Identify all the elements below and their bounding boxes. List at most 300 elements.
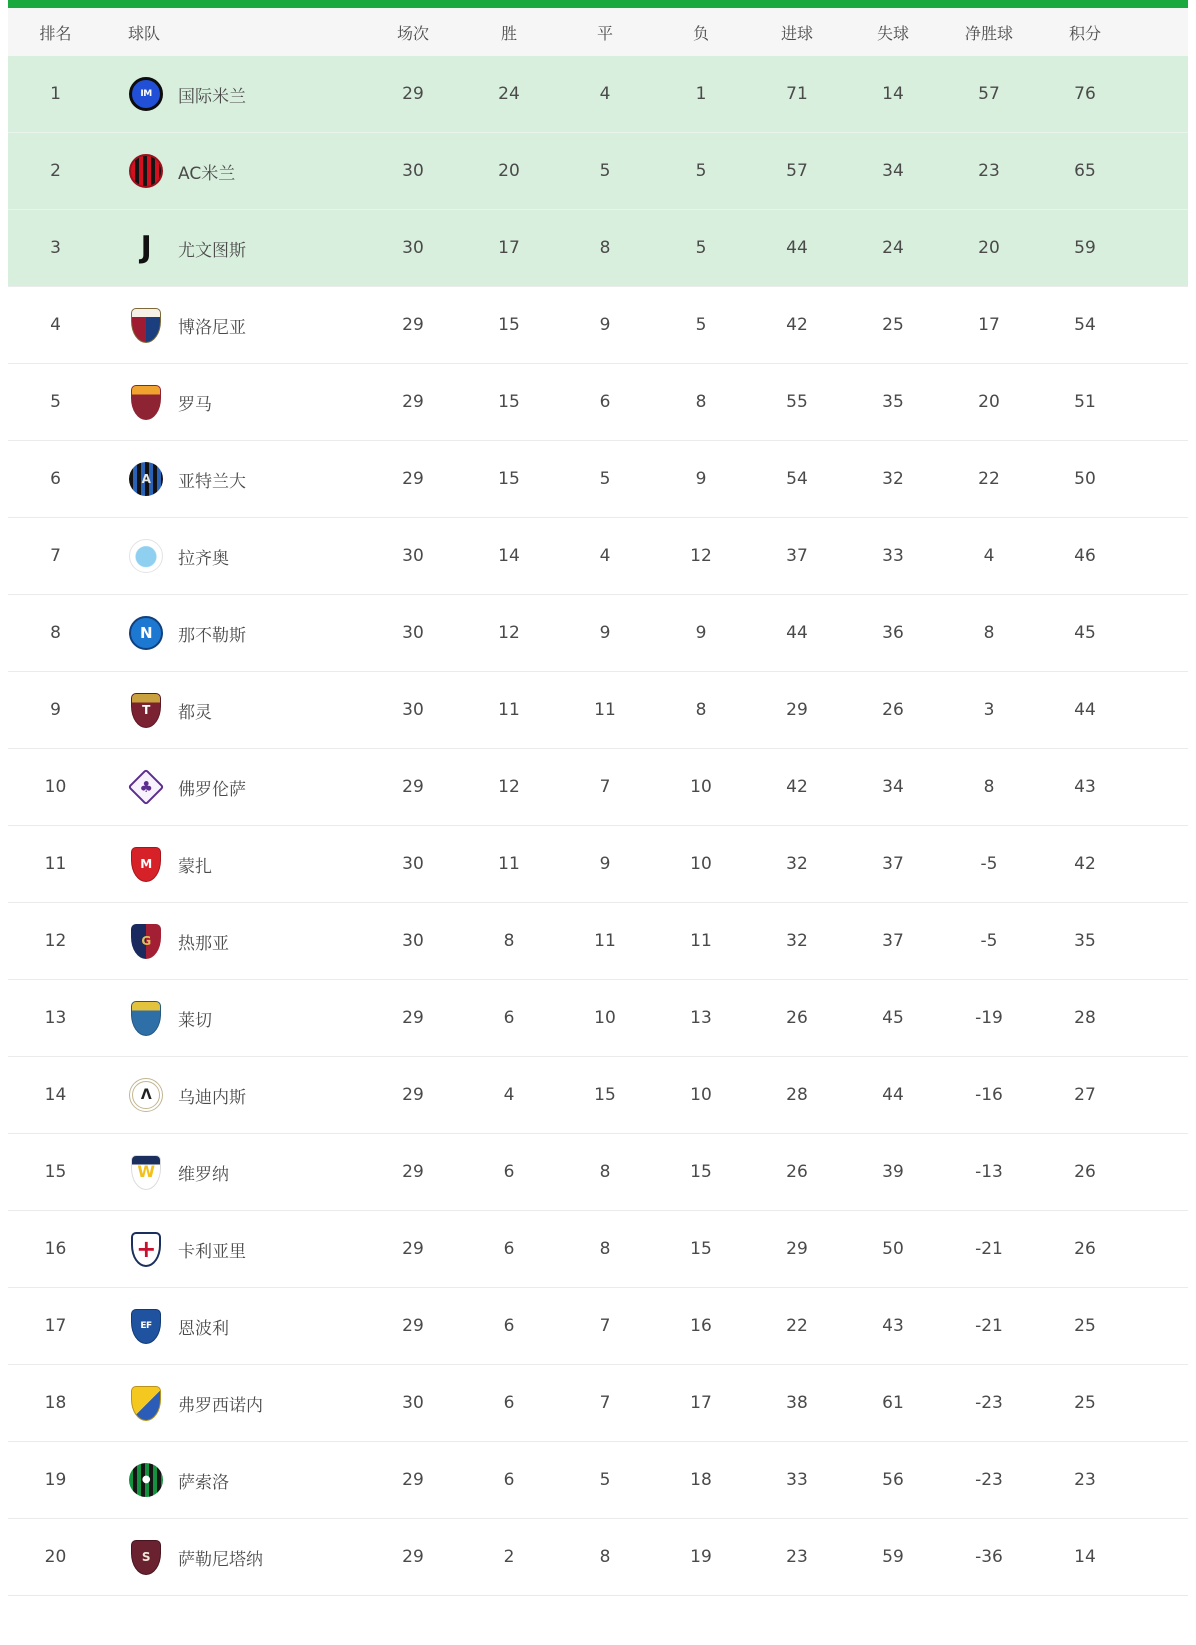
team-wrap	[103, 615, 365, 651]
goal-diff-cell: 22	[941, 441, 1037, 518]
loss-cell: 5	[653, 210, 749, 287]
draw-cell: 5	[557, 133, 653, 210]
verona-crest-icon: W	[128, 1154, 164, 1190]
played-cell: 30	[365, 826, 461, 903]
rank-cell: 1	[8, 56, 103, 133]
loss-cell: 12	[653, 518, 749, 595]
loss-cell: 8	[653, 364, 749, 441]
row-spacer	[1133, 980, 1188, 1057]
table-row	[8, 826, 1188, 903]
played-cell: 30	[365, 1365, 461, 1442]
atalanta-crest-icon: A	[128, 461, 164, 497]
table-row	[8, 749, 1188, 826]
draw-cell: 8	[557, 210, 653, 287]
table-row	[8, 210, 1188, 287]
loss-cell: 10	[653, 1057, 749, 1134]
juventus-crest-icon: J	[140, 230, 152, 265]
team-cell	[103, 595, 365, 672]
goal-diff-cell: 20	[941, 364, 1037, 441]
column-header-ga: 失球	[845, 8, 941, 56]
win-cell: 12	[461, 595, 557, 672]
lazio-crest-icon	[128, 538, 164, 574]
win-cell: 15	[461, 364, 557, 441]
goals-against-cell: 26	[845, 672, 941, 749]
rank-cell: 7	[8, 518, 103, 595]
draw-cell: 15	[557, 1057, 653, 1134]
goals-for-cell: 29	[749, 672, 845, 749]
header-row	[8, 8, 1188, 56]
goals-for-cell: 32	[749, 903, 845, 980]
played-cell: 29	[365, 1288, 461, 1365]
goals-for-cell: 29	[749, 1211, 845, 1288]
rank-cell: 9	[8, 672, 103, 749]
team-cell	[103, 749, 365, 826]
win-cell: 6	[461, 980, 557, 1057]
win-cell: 17	[461, 210, 557, 287]
loss-cell: 5	[653, 287, 749, 364]
draw-cell: 11	[557, 903, 653, 980]
played-cell: 29	[365, 1057, 461, 1134]
table-row	[8, 364, 1188, 441]
win-cell: 2	[461, 1519, 557, 1596]
team-cell	[103, 826, 365, 903]
team-cell	[103, 1211, 365, 1288]
goal-diff-cell: -5	[941, 826, 1037, 903]
goals-against-cell: 59	[845, 1519, 941, 1596]
played-cell: 29	[365, 1442, 461, 1519]
goals-against-cell: 61	[845, 1365, 941, 1442]
team-cell	[103, 1288, 365, 1365]
team-name: 热那亚	[178, 933, 229, 954]
points-cell: 44	[1037, 672, 1133, 749]
udinese-crest-icon: Λ	[128, 1077, 164, 1113]
table-row	[8, 1365, 1188, 1442]
team-name: 弗罗西诺内	[178, 1395, 263, 1416]
goals-against-cell: 33	[845, 518, 941, 595]
loss-cell: 11	[653, 903, 749, 980]
draw-cell: 5	[557, 1442, 653, 1519]
rank-cell: 15	[8, 1134, 103, 1211]
played-cell: 29	[365, 364, 461, 441]
points-cell: 51	[1037, 364, 1133, 441]
row-spacer	[1133, 287, 1188, 364]
row-spacer	[1133, 210, 1188, 287]
goals-for-cell: 32	[749, 826, 845, 903]
team-name: 博洛尼亚	[178, 317, 246, 338]
points-cell: 25	[1037, 1365, 1133, 1442]
draw-cell: 9	[557, 287, 653, 364]
goals-for-cell: 54	[749, 441, 845, 518]
played-cell: 29	[365, 287, 461, 364]
loss-cell: 16	[653, 1288, 749, 1365]
loss-cell: 1	[653, 56, 749, 133]
played-cell: 29	[365, 1519, 461, 1596]
row-spacer	[1133, 595, 1188, 672]
win-cell: 6	[461, 1134, 557, 1211]
rank-cell: 13	[8, 980, 103, 1057]
goal-diff-cell: -21	[941, 1211, 1037, 1288]
team-name: 恩波利	[178, 1318, 229, 1339]
row-spacer	[1133, 1519, 1188, 1596]
goals-for-cell: 26	[749, 1134, 845, 1211]
points-cell: 14	[1037, 1519, 1133, 1596]
goals-against-cell: 44	[845, 1057, 941, 1134]
points-cell: 26	[1037, 1211, 1133, 1288]
draw-cell: 11	[557, 672, 653, 749]
points-cell: 23	[1037, 1442, 1133, 1519]
cagliari-crest-icon: +	[128, 1231, 164, 1267]
played-cell: 29	[365, 441, 461, 518]
team-cell	[103, 1442, 365, 1519]
row-spacer	[1133, 826, 1188, 903]
team-wrap	[103, 153, 365, 189]
team-cell	[103, 1134, 365, 1211]
row-spacer	[1133, 749, 1188, 826]
goals-for-cell: 55	[749, 364, 845, 441]
rank-cell: 16	[8, 1211, 103, 1288]
team-name: 萨勒尼塔纳	[178, 1549, 263, 1570]
goals-against-cell: 34	[845, 133, 941, 210]
table-row	[8, 1134, 1188, 1211]
team-cell	[103, 133, 365, 210]
points-cell: 46	[1037, 518, 1133, 595]
win-cell: 4	[461, 1057, 557, 1134]
points-cell: 27	[1037, 1057, 1133, 1134]
loss-cell: 13	[653, 980, 749, 1057]
table-row	[8, 1442, 1188, 1519]
rank-cell: 14	[8, 1057, 103, 1134]
played-cell: 30	[365, 595, 461, 672]
points-cell: 35	[1037, 903, 1133, 980]
played-cell: 30	[365, 210, 461, 287]
loss-cell: 18	[653, 1442, 749, 1519]
team-cell	[103, 672, 365, 749]
row-spacer	[1133, 1288, 1188, 1365]
win-cell: 15	[461, 441, 557, 518]
team-name: 卡利亚里	[178, 1241, 246, 1262]
goals-for-cell: 42	[749, 749, 845, 826]
team-cell	[103, 287, 365, 364]
torino-crest-icon: T	[128, 692, 164, 728]
team-wrap	[103, 538, 365, 574]
win-cell: 14	[461, 518, 557, 595]
team-name: AC米兰	[178, 163, 236, 184]
draw-cell: 9	[557, 595, 653, 672]
team-name: 尤文图斯	[178, 240, 246, 261]
rank-cell: 2	[8, 133, 103, 210]
row-spacer	[1133, 518, 1188, 595]
rank-cell: 20	[8, 1519, 103, 1596]
team-wrap	[103, 76, 365, 112]
win-cell: 24	[461, 56, 557, 133]
goal-diff-cell: -36	[941, 1519, 1037, 1596]
column-header-win: 胜	[461, 8, 557, 56]
goal-diff-cell: 4	[941, 518, 1037, 595]
column-header-gf: 进球	[749, 8, 845, 56]
inter-milan-crest-icon: IM	[128, 76, 164, 112]
table-row	[8, 518, 1188, 595]
played-cell: 30	[365, 903, 461, 980]
points-cell: 42	[1037, 826, 1133, 903]
goal-diff-cell: -23	[941, 1365, 1037, 1442]
win-cell: 6	[461, 1211, 557, 1288]
rank-cell: 8	[8, 595, 103, 672]
loss-cell: 9	[653, 595, 749, 672]
team-wrap	[103, 1000, 365, 1036]
goals-against-cell: 45	[845, 980, 941, 1057]
loss-cell: 19	[653, 1519, 749, 1596]
team-cell	[103, 1365, 365, 1442]
rank-cell: 18	[8, 1365, 103, 1442]
goal-diff-cell: 20	[941, 210, 1037, 287]
team-wrap	[103, 307, 365, 343]
win-cell: 11	[461, 826, 557, 903]
goals-for-cell: 42	[749, 287, 845, 364]
team-name: 国际米兰	[178, 86, 246, 107]
column-header-draw: 平	[557, 8, 653, 56]
team-wrap	[103, 923, 365, 959]
team-cell	[103, 364, 365, 441]
team-cell	[103, 210, 365, 287]
played-cell: 30	[365, 133, 461, 210]
goals-against-cell: 24	[845, 210, 941, 287]
table-row	[8, 1057, 1188, 1134]
team-wrap	[103, 1231, 365, 1267]
points-cell: 76	[1037, 56, 1133, 133]
loss-cell: 17	[653, 1365, 749, 1442]
draw-cell: 9	[557, 826, 653, 903]
draw-cell: 4	[557, 56, 653, 133]
rank-cell: 5	[8, 364, 103, 441]
points-cell: 59	[1037, 210, 1133, 287]
loss-cell: 9	[653, 441, 749, 518]
napoli-crest-icon: N	[128, 615, 164, 651]
team-wrap	[103, 692, 365, 728]
team-name: 亚特兰大	[178, 471, 246, 492]
goals-for-cell: 71	[749, 56, 845, 133]
row-spacer	[1133, 1442, 1188, 1519]
played-cell: 30	[365, 518, 461, 595]
draw-cell: 7	[557, 1288, 653, 1365]
team-name: 罗马	[178, 394, 212, 415]
team-wrap	[103, 1077, 365, 1113]
points-cell: 65	[1037, 133, 1133, 210]
draw-cell: 8	[557, 1519, 653, 1596]
team-wrap	[103, 1539, 365, 1575]
win-cell: 15	[461, 287, 557, 364]
draw-cell: 8	[557, 1211, 653, 1288]
goals-for-cell: 33	[749, 1442, 845, 1519]
draw-cell: 7	[557, 749, 653, 826]
goals-against-cell: 37	[845, 903, 941, 980]
loss-cell: 10	[653, 749, 749, 826]
played-cell: 29	[365, 980, 461, 1057]
rank-cell: 17	[8, 1288, 103, 1365]
goals-for-cell: 22	[749, 1288, 845, 1365]
row-spacer	[1133, 903, 1188, 980]
played-cell: 30	[365, 672, 461, 749]
team-name: 佛罗伦萨	[178, 779, 246, 800]
standings-body	[8, 56, 1188, 1596]
goals-for-cell: 28	[749, 1057, 845, 1134]
team-cell	[103, 1519, 365, 1596]
win-cell: 20	[461, 133, 557, 210]
win-cell: 8	[461, 903, 557, 980]
goal-diff-cell: -21	[941, 1288, 1037, 1365]
rank-cell: 6	[8, 441, 103, 518]
table-row	[8, 903, 1188, 980]
table-row	[8, 133, 1188, 210]
fiorentina-crest-icon: ♣	[128, 769, 164, 805]
team-cell	[103, 980, 365, 1057]
table-row	[8, 980, 1188, 1057]
empoli-crest-icon: EF	[128, 1308, 164, 1344]
column-header-gd: 净胜球	[941, 8, 1037, 56]
points-cell: 43	[1037, 749, 1133, 826]
points-cell: 25	[1037, 1288, 1133, 1365]
rank-cell: 4	[8, 287, 103, 364]
loss-cell: 15	[653, 1211, 749, 1288]
team-wrap	[103, 1154, 365, 1190]
goals-against-cell: 37	[845, 826, 941, 903]
top-accent-bar	[8, 0, 1188, 8]
played-cell: 29	[365, 56, 461, 133]
team-name: 维罗纳	[178, 1164, 229, 1185]
table-row	[8, 1211, 1188, 1288]
goal-diff-cell: -5	[941, 903, 1037, 980]
rank-cell: 12	[8, 903, 103, 980]
loss-cell: 8	[653, 672, 749, 749]
team-name: 都灵	[178, 702, 212, 723]
loss-cell: 10	[653, 826, 749, 903]
table-row	[8, 287, 1188, 364]
goals-against-cell: 32	[845, 441, 941, 518]
draw-cell: 6	[557, 364, 653, 441]
monza-crest-icon: M	[128, 846, 164, 882]
goals-against-cell: 39	[845, 1134, 941, 1211]
team-name: 拉齐奥	[178, 548, 229, 569]
team-name: 蒙扎	[178, 856, 212, 877]
row-spacer	[1133, 1211, 1188, 1288]
lecce-crest-icon	[128, 1000, 164, 1036]
column-header-pts: 积分	[1037, 8, 1133, 56]
team-cell	[103, 56, 365, 133]
team-name: 萨索洛	[178, 1472, 229, 1493]
goal-diff-cell: 3	[941, 672, 1037, 749]
team-name: 乌迪内斯	[178, 1087, 246, 1108]
rank-cell: 3	[8, 210, 103, 287]
points-cell: 45	[1037, 595, 1133, 672]
team-wrap	[103, 230, 365, 266]
row-spacer	[1133, 56, 1188, 133]
goals-against-cell: 36	[845, 595, 941, 672]
goals-for-cell: 57	[749, 133, 845, 210]
played-cell: 29	[365, 1134, 461, 1211]
win-cell: 6	[461, 1288, 557, 1365]
goals-against-cell: 34	[845, 749, 941, 826]
team-wrap	[103, 1308, 365, 1344]
frosinone-crest-icon	[128, 1385, 164, 1421]
points-cell: 26	[1037, 1134, 1133, 1211]
genoa-crest-icon: G	[128, 923, 164, 959]
goal-diff-cell: 17	[941, 287, 1037, 364]
table-row	[8, 1288, 1188, 1365]
goal-diff-cell: 23	[941, 133, 1037, 210]
goals-for-cell: 44	[749, 595, 845, 672]
goals-for-cell: 44	[749, 210, 845, 287]
table-row	[8, 441, 1188, 518]
row-spacer	[1133, 1365, 1188, 1442]
column-header-loss: 负	[653, 8, 749, 56]
salernitana-crest-icon: S	[128, 1539, 164, 1575]
draw-cell: 8	[557, 1134, 653, 1211]
team-cell	[103, 903, 365, 980]
goals-against-cell: 50	[845, 1211, 941, 1288]
draw-cell: 5	[557, 441, 653, 518]
draw-cell: 4	[557, 518, 653, 595]
table-row	[8, 56, 1188, 133]
column-header-rank: 排名	[8, 8, 103, 56]
goal-diff-cell: 8	[941, 595, 1037, 672]
draw-cell: 10	[557, 980, 653, 1057]
goals-against-cell: 56	[845, 1442, 941, 1519]
sassuolo-crest-icon: ●	[128, 1462, 164, 1498]
table-row	[8, 1519, 1188, 1596]
points-cell: 54	[1037, 287, 1133, 364]
header-spacer	[1133, 8, 1188, 56]
goal-diff-cell: 57	[941, 56, 1037, 133]
goals-for-cell: 38	[749, 1365, 845, 1442]
team-cell	[103, 441, 365, 518]
team-wrap	[103, 384, 365, 420]
row-spacer	[1133, 133, 1188, 210]
team-wrap	[103, 769, 365, 805]
row-spacer	[1133, 1057, 1188, 1134]
goals-against-cell: 43	[845, 1288, 941, 1365]
goals-for-cell: 37	[749, 518, 845, 595]
row-spacer	[1133, 364, 1188, 441]
points-cell: 50	[1037, 441, 1133, 518]
table-row	[8, 595, 1188, 672]
column-header-team: 球队	[103, 8, 365, 56]
points-cell: 28	[1037, 980, 1133, 1057]
team-wrap	[103, 846, 365, 882]
loss-cell: 15	[653, 1134, 749, 1211]
loss-cell: 5	[653, 133, 749, 210]
table-row	[8, 672, 1188, 749]
goal-diff-cell: -16	[941, 1057, 1037, 1134]
column-header-played: 场次	[365, 8, 461, 56]
team-cell	[103, 518, 365, 595]
draw-cell: 7	[557, 1365, 653, 1442]
goal-diff-cell: -13	[941, 1134, 1037, 1211]
win-cell: 6	[461, 1442, 557, 1519]
goal-diff-cell: -23	[941, 1442, 1037, 1519]
roma-crest-icon	[128, 384, 164, 420]
goals-against-cell: 25	[845, 287, 941, 364]
played-cell: 29	[365, 1211, 461, 1288]
goals-against-cell: 14	[845, 56, 941, 133]
win-cell: 11	[461, 672, 557, 749]
goal-diff-cell: 8	[941, 749, 1037, 826]
rank-cell: 10	[8, 749, 103, 826]
row-spacer	[1133, 1134, 1188, 1211]
standings-table	[8, 8, 1188, 1596]
team-name: 莱切	[178, 1010, 212, 1031]
team-name: 那不勒斯	[178, 625, 246, 646]
goals-for-cell: 23	[749, 1519, 845, 1596]
team-wrap	[103, 1462, 365, 1498]
